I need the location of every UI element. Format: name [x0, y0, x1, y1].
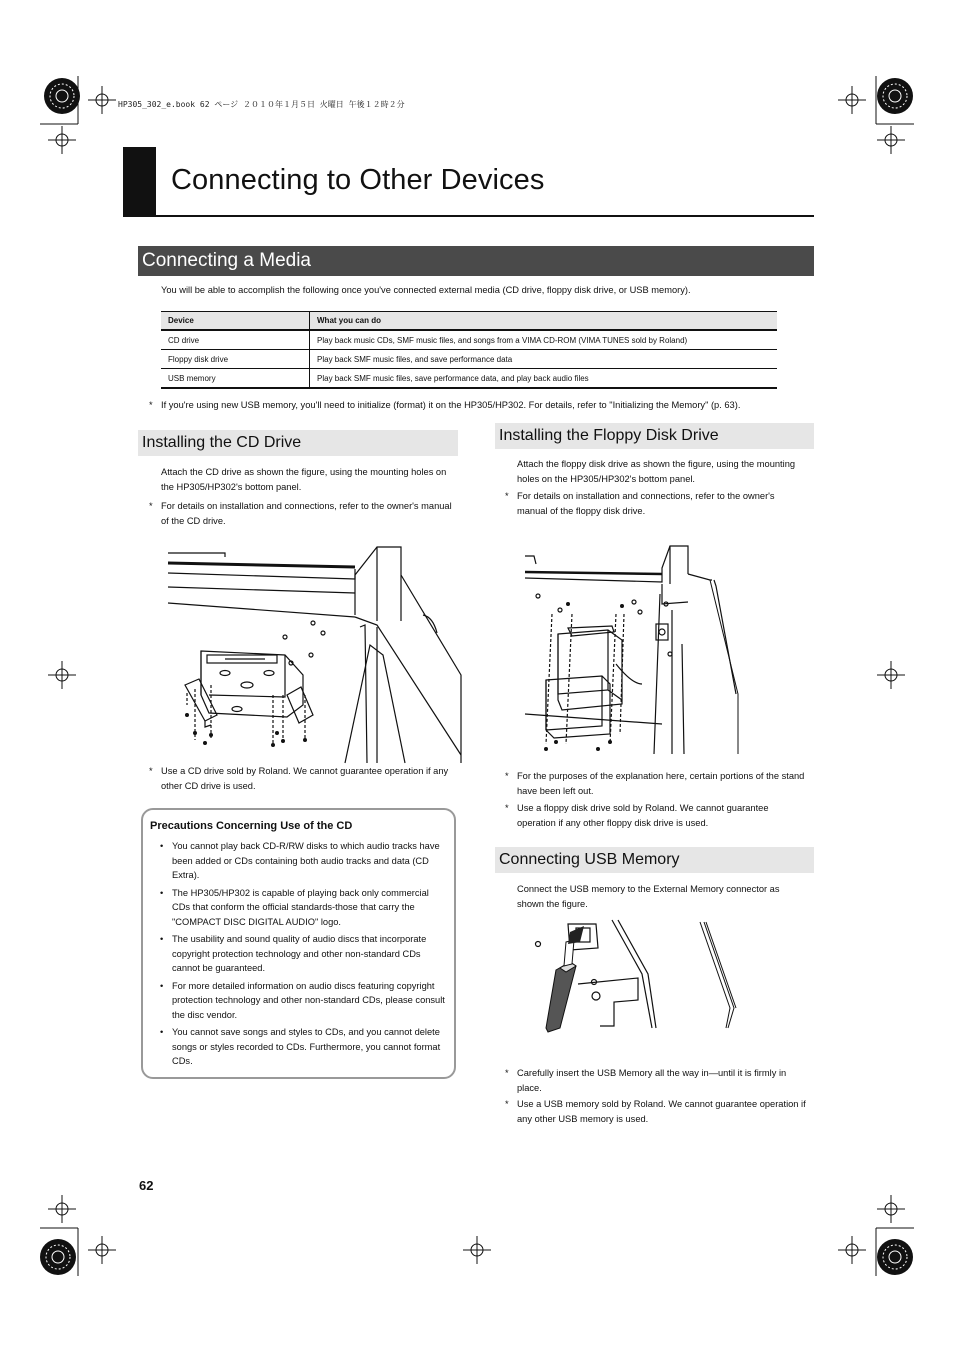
bullet-marker: •: [160, 1027, 164, 1037]
note-marker: *: [505, 803, 509, 813]
section-title: Connecting a Media: [138, 246, 814, 276]
table-row: [161, 369, 777, 389]
cd-drive-figure: [165, 545, 463, 765]
bullet-marker: •: [160, 887, 164, 898]
note-text: Carefully insert the USB Memory all the way in—until it is firmly in place.: [517, 1068, 787, 1093]
usb-note-1: [505, 1066, 807, 1096]
note-marker: *: [505, 491, 509, 501]
note-text: For details on installation and connections, refer to the owner's manual of the floppy disk drive.: [517, 491, 775, 516]
floppy-title: Installing the Floppy Disk Drive: [495, 423, 814, 449]
bullet-marker: •: [160, 980, 164, 991]
usb-memory-figure: [530, 918, 740, 1042]
floppy-text: Attach the floppy disk drive as shown the figure, using the mounting holes on the HP305/HP302's bottom panel.: [517, 459, 796, 484]
precautions-title: Precautions Concerning Use of the CD: [150, 820, 353, 832]
table-cell-device: CD drive: [161, 330, 310, 350]
list-item: [150, 886, 448, 930]
precautions-box: [141, 808, 456, 1079]
cd-drive-title: Installing the CD Drive: [138, 430, 458, 456]
floppy-note-2: [505, 769, 807, 799]
floppy-note-3: [505, 801, 807, 831]
bullet-marker: •: [160, 934, 164, 944]
precautions-list: [150, 839, 448, 1072]
list-item-text: You cannot play back CD-R/RW disks to which audio tracks have been added or CDs containing both audio tracks and data (CD Extra).: [172, 841, 440, 880]
note-text: Use a CD drive sold by Roland. We cannot guarantee operation if any other CD drive is used.: [161, 766, 449, 791]
chapter-bar: [123, 147, 156, 217]
usb-format-note: [149, 398, 811, 413]
list-item-text: The HP305/HP302 is capable of playing back only commercial CDs that conform the official standards-those that carry the "COMPACT DISC DIGITAL AUDIO" logo.: [172, 887, 429, 927]
note-marker: *: [505, 771, 509, 781]
table-cell-device: Floppy disk drive: [161, 350, 310, 369]
note-marker: *: [149, 501, 153, 511]
usb-text: Connect the USB memory to the External Memory connector as shown the figure.: [517, 884, 780, 909]
table-cell-device: USB memory: [161, 369, 310, 389]
note-text: For the purposes of the explanation here, certain portions of the stand have been left out.: [517, 771, 805, 796]
floppy-drive-figure: [522, 544, 740, 758]
table-row: [161, 350, 777, 369]
note-text: Use a USB memory sold by Roland. We cannot guarantee operation if any other USB memory is used.: [517, 1099, 806, 1124]
note-marker: *: [505, 1099, 509, 1109]
cd-drive-note-1: [149, 499, 456, 529]
chapter-title: Connecting to Other Devices: [171, 164, 545, 196]
table-cell-description: Play back SMF music files, save performance data, and play back audio files: [310, 369, 778, 389]
table-header-what: What you can do: [310, 312, 778, 331]
bullet-marker: •: [160, 841, 164, 851]
table-row: [161, 330, 777, 350]
list-item: [150, 979, 448, 1023]
list-item: [150, 839, 448, 883]
usb-note-2: [505, 1097, 812, 1127]
devices-table: [161, 311, 777, 389]
floppy-note-1: [505, 489, 807, 519]
note-text: Use a floppy disk drive sold by Roland. We cannot guarantee operation if any other floppy disk drive is used.: [517, 803, 769, 828]
print-header: HP305_302_e.book 62 ページ ２０１０年１月５日 火曜日 午後１２時２分: [118, 100, 405, 109]
note-marker: *: [149, 400, 153, 410]
table-cell-description: Play back music CDs, SMF music files, and songs from a VIMA CD-ROM (VIMA TUNES sold by Roland): [310, 330, 778, 350]
chapter-rule: [123, 215, 814, 217]
table-cell-description: Play back SMF music files, and save performance data: [310, 350, 778, 369]
note-text: If you're using new USB memory, you'll need to initialize (format) it on the HP305/HP302. For details, refer to "Initializing the Memory" (p. 63).: [161, 400, 741, 410]
section-intro: You will be able to accomplish the following once you've connected external media (CD drive, floppy disk drive, or USB memory).: [161, 285, 691, 295]
note-marker: *: [149, 766, 153, 776]
list-item-text: You cannot save songs and styles to CDs, and you cannot delete songs or styles recorded to CDs. Furthermore, you cannot format CDs.: [172, 1027, 441, 1066]
table-header-row: [161, 312, 777, 331]
usb-title: Connecting USB Memory: [495, 847, 814, 873]
cd-drive-text: Attach the CD drive as shown the figure, using the mounting holes on the HP305/HP302's bottom panel.: [161, 467, 447, 492]
list-item-text: For more detailed information on audio discs featuring copyright protection technology and other non-standard CDs, please consult the disc vendor.: [172, 980, 445, 1020]
page-number: 62: [139, 1178, 154, 1193]
list-item: [150, 932, 448, 976]
list-item: [150, 1025, 448, 1069]
cd-drive-note-2: [149, 764, 456, 794]
table-header-device: Device: [161, 312, 310, 331]
list-item-text: The usability and sound quality of audio discs that incorporate copyright protection technology and other non-standard CDs cannot be guaranteed.: [172, 934, 427, 973]
note-text: For details on installation and connections, refer to the owner's manual of the CD drive.: [161, 501, 452, 526]
note-marker: *: [505, 1068, 509, 1078]
